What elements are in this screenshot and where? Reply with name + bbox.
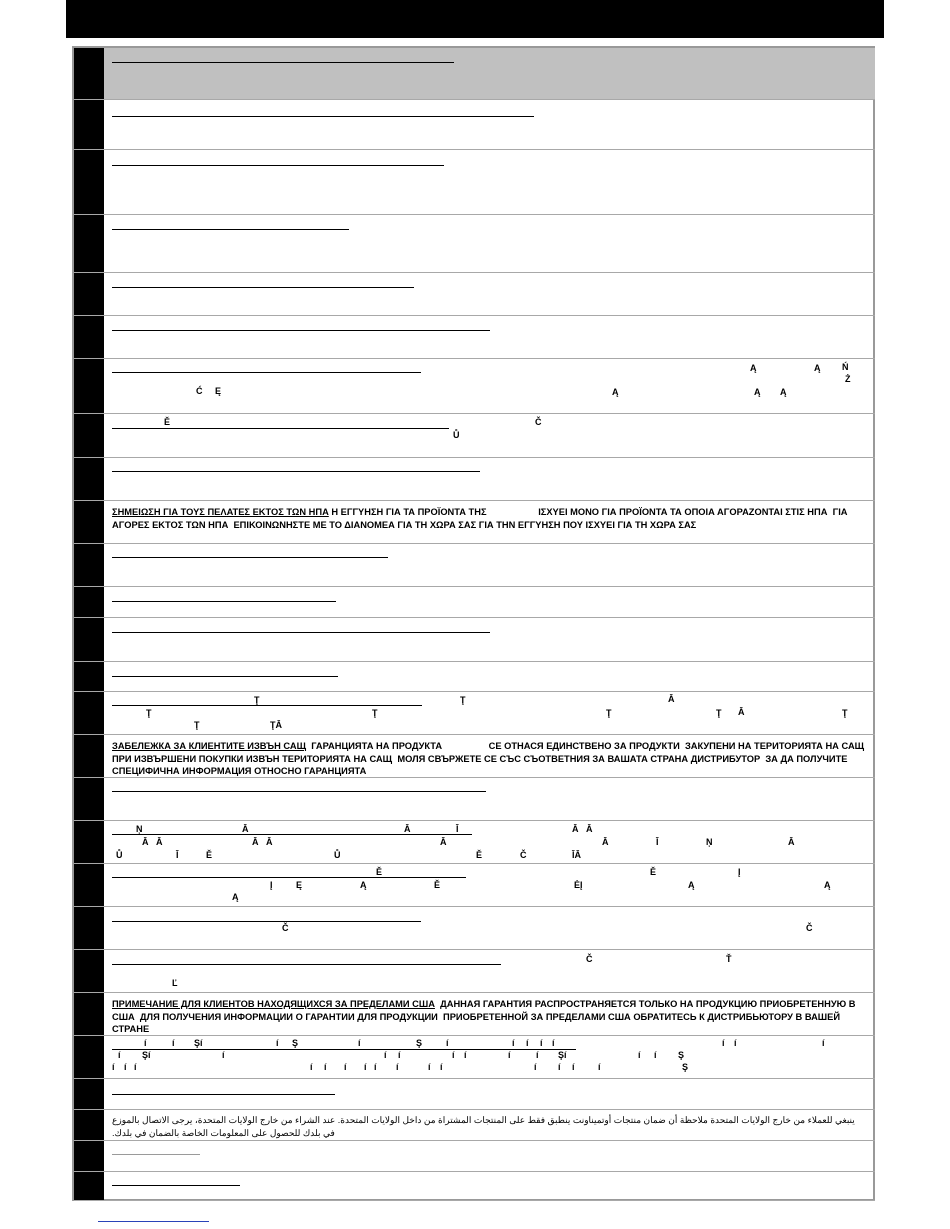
diacritic-glyph: Ţ bbox=[146, 708, 152, 718]
row-marker bbox=[74, 544, 104, 586]
row-content bbox=[112, 993, 867, 1035]
greek-notice-text: Η ΕΓΓΥΗΣΗ ΓΙΑ ΤΑ ΠΡΟΪΟΝΤΑ ΤΗΣ ΙΣΧΥΕΙ ΜΟΝΟ ΓΙΑ ΠΡΟΪΟΝΤΑ ΤΑ ΟΠΟΙΑ ΑΓΟΡΑΖΟΝΤΑΙ ΣΤΙΣ ΗΠΑ ΓΙΑ ΑΓΟΡΕΣ ΕΚΤΟΣ ΤΩΝ ΗΠΑ ΕΠΙΚΟΙΝΩΝΗΣΤΕ ΜΕ ΤΟ ΔΙΑΝΟΜΕΑ ΓΙΑ ΤΗ ΧΩΡΑ ΣΑΣ ΓΙΑ ΤΗΝ ΕΓΓΥΗΣΗ ΠΟΥ ΙΣΧΥΕΙ ΓΙΑ ΤΗ ΧΩΡΑ ΣΑΣ bbox=[112, 507, 850, 530]
diacritic-glyph: Č bbox=[806, 923, 813, 933]
diacritic-glyph: Ā bbox=[156, 837, 163, 847]
diacritic-glyph: Ş bbox=[682, 1062, 689, 1072]
diacritic-glyph: í bbox=[558, 1062, 561, 1072]
row-content bbox=[112, 100, 867, 149]
header-bar bbox=[66, 0, 884, 38]
table-row bbox=[74, 587, 875, 618]
row-marker bbox=[74, 692, 104, 734]
row-content bbox=[112, 273, 867, 315]
diacritic-glyph: Ţ bbox=[460, 695, 466, 705]
heading-underline bbox=[112, 229, 349, 230]
diacritic-glyph: í bbox=[540, 1038, 543, 1048]
diacritic-glyph: Ā bbox=[602, 837, 609, 847]
table-row bbox=[74, 1141, 875, 1172]
table-row bbox=[74, 359, 875, 414]
row-content bbox=[112, 950, 867, 992]
row-marker bbox=[74, 1079, 104, 1109]
diacritic-glyph: í bbox=[364, 1062, 367, 1072]
diacritic-glyph: í bbox=[118, 1050, 121, 1060]
diacritic-glyph: Ą bbox=[780, 387, 787, 397]
bulgarian-notice-label: ЗАБЕЛЕЖКА ЗА КЛИЕНТИТЕ ИЗВЪН САЩ bbox=[112, 741, 307, 751]
row-content bbox=[112, 1079, 867, 1109]
heading-underline bbox=[112, 165, 444, 166]
arabic-notice-text: ينبغي للعملاء من خارج الولايات المتحدة ملاحظة أن ضمان منتجات أوتميناونت ينطبق فقط على المنتجات المشتراة من داخل الولايات المتحدة. عند الشراء من خارج الولايات المتحدة، يرجى الاتصال بالموزع في بلدك للحصول على المعلومات الخاصة بالضمان في بلدك. bbox=[112, 1115, 855, 1138]
russian-notice-text: ДАННАЯ ГАРАНТИЯ РАСПРОСТРАНЯЕТСЯ ТОЛЬКО НА ПРОДУКЦИЮ ПРИОБРЕТЕННУЮ В США ДЛЯ ПОЛУЧЕНИЯ ИНФОРМАЦИИ О ГАРАНТИИ ДЛЯ ПРОДУКЦИИ ПРИОБРЕТЕННОЙ ЗА ПРЕДЕЛАМИ США ОБРАТИТЕСЬ К ДИСТРИБЬЮТОРУ В ВАШЕЙ СТРАНЕ bbox=[112, 999, 859, 1034]
row-content bbox=[112, 618, 867, 661]
diacritic-glyph: Şí bbox=[194, 1038, 203, 1048]
heading-underline bbox=[112, 1154, 200, 1155]
row-content bbox=[112, 316, 867, 358]
diacritic-glyph: Ě bbox=[476, 850, 483, 860]
row-content bbox=[112, 501, 867, 543]
heading-underline bbox=[112, 921, 421, 922]
diacritic-glyph: í bbox=[512, 1038, 515, 1048]
diacritic-glyph: í bbox=[428, 1062, 431, 1072]
table-row bbox=[74, 821, 875, 864]
diacritic-glyph: Ę bbox=[215, 386, 222, 396]
heading-underline bbox=[112, 330, 490, 331]
diacritic-glyph: Ā bbox=[440, 837, 447, 847]
diacritic-glyph: Ą bbox=[688, 880, 695, 890]
diacritic-glyph: í bbox=[384, 1050, 387, 1060]
diacritic-glyph: í bbox=[324, 1062, 327, 1072]
diacritic-glyph: Ą bbox=[754, 387, 761, 397]
diacritic-glyph: Ţ bbox=[372, 708, 378, 718]
bulgarian-notice bbox=[112, 740, 867, 778]
diacritic-glyph: Ţ bbox=[254, 695, 260, 705]
diacritic-glyph: Ā bbox=[142, 837, 149, 847]
diacritic-glyph: Ţ bbox=[606, 708, 612, 718]
diacritic-glyph: Ě bbox=[650, 867, 657, 877]
row-marker bbox=[74, 821, 104, 863]
heading-underline bbox=[112, 791, 486, 792]
table-row bbox=[74, 735, 875, 778]
diacritic-glyph: í bbox=[452, 1050, 455, 1060]
row-marker bbox=[74, 458, 104, 500]
row-marker bbox=[74, 414, 104, 457]
row-marker bbox=[74, 1110, 104, 1140]
diacritic-glyph: Şí bbox=[142, 1050, 151, 1060]
row-marker bbox=[74, 907, 104, 949]
diacritic-glyph: ĖĮ bbox=[574, 880, 583, 890]
row-content bbox=[112, 414, 867, 457]
footer-link-underline bbox=[98, 1221, 209, 1222]
table-row bbox=[74, 993, 875, 1036]
row-marker bbox=[74, 1141, 104, 1171]
diacritic-glyph: Ć bbox=[196, 386, 203, 396]
table-row bbox=[74, 778, 875, 821]
diacritic-glyph: Č bbox=[586, 954, 593, 964]
diacritic-glyph: Ą bbox=[750, 363, 757, 373]
heading-underline bbox=[112, 632, 490, 633]
table-row bbox=[74, 864, 875, 907]
diacritic-glyph: Ā bbox=[788, 837, 795, 847]
diacritic-glyph: Ě bbox=[164, 417, 171, 427]
heading-underline bbox=[112, 705, 422, 706]
diacritic-glyph: Ą bbox=[612, 387, 619, 397]
table-row bbox=[74, 458, 875, 501]
table-row bbox=[74, 100, 875, 150]
heading-underline bbox=[112, 1094, 335, 1095]
diacritic-glyph: Ņ bbox=[136, 824, 143, 834]
row-content bbox=[112, 587, 867, 617]
diacritic-glyph: í bbox=[734, 1038, 737, 1048]
diacritic-glyph: Į bbox=[738, 867, 741, 877]
table-row bbox=[74, 1172, 875, 1201]
russian-notice bbox=[112, 998, 867, 1036]
diacritic-glyph: í bbox=[222, 1050, 225, 1060]
heading-underline bbox=[112, 964, 501, 965]
diacritic-glyph: Ā bbox=[266, 837, 273, 847]
row-content bbox=[112, 544, 867, 586]
diacritic-glyph: Ż bbox=[845, 374, 851, 384]
diacritic-glyph: Şí bbox=[558, 1050, 567, 1060]
diacritic-glyph: í bbox=[172, 1038, 175, 1048]
diacritic-glyph: Ů bbox=[453, 430, 460, 440]
diacritic-glyph: í bbox=[396, 1062, 399, 1072]
diacritic-glyph: Ů bbox=[116, 850, 123, 860]
table-row bbox=[74, 618, 875, 662]
diacritic-glyph: í bbox=[572, 1062, 575, 1072]
table-row bbox=[74, 1110, 875, 1141]
table-row bbox=[74, 414, 875, 458]
diacritic-glyph: í bbox=[598, 1062, 601, 1072]
row-marker bbox=[74, 100, 104, 149]
diacritic-glyph: Ą bbox=[232, 892, 239, 902]
warranty-language-table bbox=[72, 46, 875, 1201]
diacritic-glyph: í bbox=[144, 1038, 147, 1048]
diacritic-glyph: í bbox=[446, 1038, 449, 1048]
diacritic-glyph: Ą bbox=[824, 880, 831, 890]
row-content bbox=[112, 778, 867, 820]
heading-underline bbox=[112, 834, 472, 835]
row-content bbox=[112, 215, 867, 272]
diacritic-glyph: í bbox=[536, 1050, 539, 1060]
row-marker bbox=[74, 1036, 104, 1078]
bulgarian-notice-text: ГАРАНЦИЯТА НА ПРОДУКТА СЕ ОТНАСЯ ЕДИНСТВЕНО ЗА ПРОДУКТИ ЗАКУПЕНИ НА ТЕРИТОРИЯТА НА САЩ ПРИ ИЗВЪРШЕНИ ПОКУПКИ ИЗВЪН ТЕРИТОРИЯТА НА САЩ МОЛЯ СВЪРЖЕТЕ СЕ СЪС СЪОТВЕТНИЯ ЗА ВАШАТА СТРАНА ДИСТРИБУТОР ЗА ДА ПОЛУЧИТЕ СПЕЦИФИЧНА ИНФОРМАЦИЯ ОТНОСНО ГАРАНЦИЯТА bbox=[112, 741, 867, 776]
diacritic-glyph: í bbox=[344, 1062, 347, 1072]
diacritic-glyph: Ā bbox=[668, 694, 675, 704]
row-content bbox=[112, 1110, 867, 1140]
row-marker bbox=[74, 735, 104, 777]
diacritic-glyph: í bbox=[722, 1038, 725, 1048]
diacritic-glyph: í bbox=[534, 1062, 537, 1072]
row-content bbox=[112, 907, 867, 949]
diacritic-glyph: Ā bbox=[572, 824, 579, 834]
row-marker bbox=[74, 273, 104, 315]
diacritic-glyph: Ě bbox=[434, 880, 441, 890]
row-marker bbox=[74, 1172, 104, 1200]
row-marker bbox=[74, 950, 104, 992]
diacritic-glyph: í bbox=[374, 1062, 377, 1072]
diacritic-glyph: Ţ bbox=[194, 720, 200, 730]
diacritic-glyph: Ş bbox=[416, 1038, 423, 1048]
diacritic-glyph: Ā bbox=[738, 707, 745, 717]
table-row bbox=[74, 48, 875, 100]
diacritic-glyph: Ę bbox=[296, 880, 303, 890]
diacritic-glyph: Ţ bbox=[716, 708, 722, 718]
diacritic-glyph: Č bbox=[535, 417, 542, 427]
row-marker bbox=[74, 618, 104, 661]
row-marker bbox=[74, 587, 104, 617]
diacritic-glyph: ŢĀ bbox=[270, 720, 282, 730]
diacritic-glyph: í bbox=[552, 1038, 555, 1048]
diacritic-glyph: í bbox=[526, 1038, 529, 1048]
heading-underline bbox=[112, 1185, 240, 1186]
table-row bbox=[74, 1079, 875, 1110]
diacritic-glyph: Ī bbox=[656, 837, 659, 847]
diacritic-glyph: í bbox=[508, 1050, 511, 1060]
row-content bbox=[112, 48, 867, 99]
row-marker bbox=[74, 359, 104, 413]
heading-underline bbox=[112, 676, 338, 677]
row-marker bbox=[74, 316, 104, 358]
table-row bbox=[74, 316, 875, 359]
row-content bbox=[112, 864, 867, 906]
row-content bbox=[112, 1141, 867, 1171]
table-row bbox=[74, 150, 875, 215]
row-marker bbox=[74, 150, 104, 214]
heading-underline bbox=[112, 287, 414, 288]
row-content bbox=[112, 359, 867, 413]
diacritic-glyph: í bbox=[398, 1050, 401, 1060]
heading-underline bbox=[112, 601, 336, 602]
diacritic-glyph: í bbox=[358, 1038, 361, 1048]
table-row bbox=[74, 907, 875, 950]
diacritic-glyph: í bbox=[276, 1038, 279, 1048]
diacritic-glyph: í bbox=[310, 1062, 313, 1072]
row-content bbox=[112, 735, 867, 777]
diacritic-glyph: Ą bbox=[360, 880, 367, 890]
row-content bbox=[112, 1036, 867, 1078]
table-row bbox=[74, 215, 875, 273]
diacritic-glyph: í bbox=[134, 1062, 137, 1072]
row-marker bbox=[74, 501, 104, 543]
row-content bbox=[112, 1172, 867, 1200]
table-row bbox=[74, 662, 875, 692]
table-row bbox=[74, 501, 875, 544]
row-marker bbox=[74, 778, 104, 820]
heading-underline bbox=[112, 557, 388, 558]
row-content bbox=[112, 692, 867, 734]
row-marker bbox=[74, 662, 104, 691]
heading-underline bbox=[112, 877, 466, 878]
diacritic-glyph: Ľ bbox=[172, 978, 178, 988]
diacritic-glyph: í bbox=[638, 1050, 641, 1060]
diacritic-glyph: Į bbox=[270, 880, 273, 890]
diacritic-glyph: í bbox=[440, 1062, 443, 1072]
diacritic-glyph: Ń bbox=[842, 362, 849, 372]
diacritic-glyph: Ě bbox=[206, 850, 213, 860]
diacritic-glyph: í bbox=[112, 1062, 115, 1072]
row-marker bbox=[74, 864, 104, 906]
row-marker bbox=[74, 215, 104, 272]
greek-notice bbox=[112, 506, 867, 531]
heading-underline bbox=[112, 116, 534, 117]
row-content bbox=[112, 150, 867, 214]
table-row bbox=[74, 1036, 875, 1079]
russian-notice-label: ПРИМЕЧАНИЕ ДЛЯ КЛИЕНТОВ НАХОДЯЩИХСЯ ЗА ПРЕДЕЛАМИ США bbox=[112, 999, 435, 1009]
diacritic-glyph: Ī bbox=[176, 850, 179, 860]
heading-underline bbox=[112, 428, 449, 429]
diacritic-glyph: ĪĀ bbox=[572, 850, 581, 860]
row-content bbox=[112, 662, 867, 691]
heading-underline bbox=[112, 372, 421, 373]
table-row bbox=[74, 273, 875, 316]
diacritic-glyph: Ņ bbox=[706, 837, 713, 847]
table-row bbox=[74, 544, 875, 587]
row-content bbox=[112, 821, 867, 863]
heading-underline bbox=[112, 471, 480, 472]
table-row bbox=[74, 950, 875, 993]
diacritic-glyph: Č bbox=[520, 850, 527, 860]
diacritic-glyph: í bbox=[822, 1038, 825, 1048]
diacritic-glyph: Ą bbox=[814, 363, 821, 373]
diacritic-glyph: Ţ bbox=[842, 708, 848, 718]
diacritic-glyph: Ş bbox=[678, 1050, 685, 1060]
diacritic-glyph: í bbox=[124, 1062, 127, 1072]
diacritic-glyph: Ā bbox=[404, 824, 411, 834]
heading-underline bbox=[112, 1049, 576, 1050]
row-marker bbox=[74, 993, 104, 1035]
table-row bbox=[74, 692, 875, 735]
heading-underline bbox=[112, 62, 454, 63]
diacritic-glyph: Ā bbox=[242, 824, 249, 834]
diacritic-glyph: Ā bbox=[586, 824, 593, 834]
diacritic-glyph: í bbox=[464, 1050, 467, 1060]
diacritic-glyph: Ş bbox=[292, 1038, 299, 1048]
row-content bbox=[112, 458, 867, 500]
greek-notice-label: ΣΗΜΕΙΩΣΗ ΓΙΑ ΤΟΥΣ ΠΕΛΑΤΕΣ ΕΚΤΟΣ ΤΩΝ ΗΠΑ bbox=[112, 507, 329, 517]
diacritic-glyph: Ů bbox=[334, 850, 341, 860]
row-marker bbox=[74, 48, 104, 99]
diacritic-glyph: Ā bbox=[252, 837, 259, 847]
diacritic-glyph: Ī bbox=[456, 824, 459, 834]
diacritic-glyph: Ě bbox=[376, 867, 383, 877]
diacritic-glyph: Ť bbox=[726, 954, 732, 964]
diacritic-glyph: í bbox=[654, 1050, 657, 1060]
diacritic-glyph: Č bbox=[282, 923, 289, 933]
